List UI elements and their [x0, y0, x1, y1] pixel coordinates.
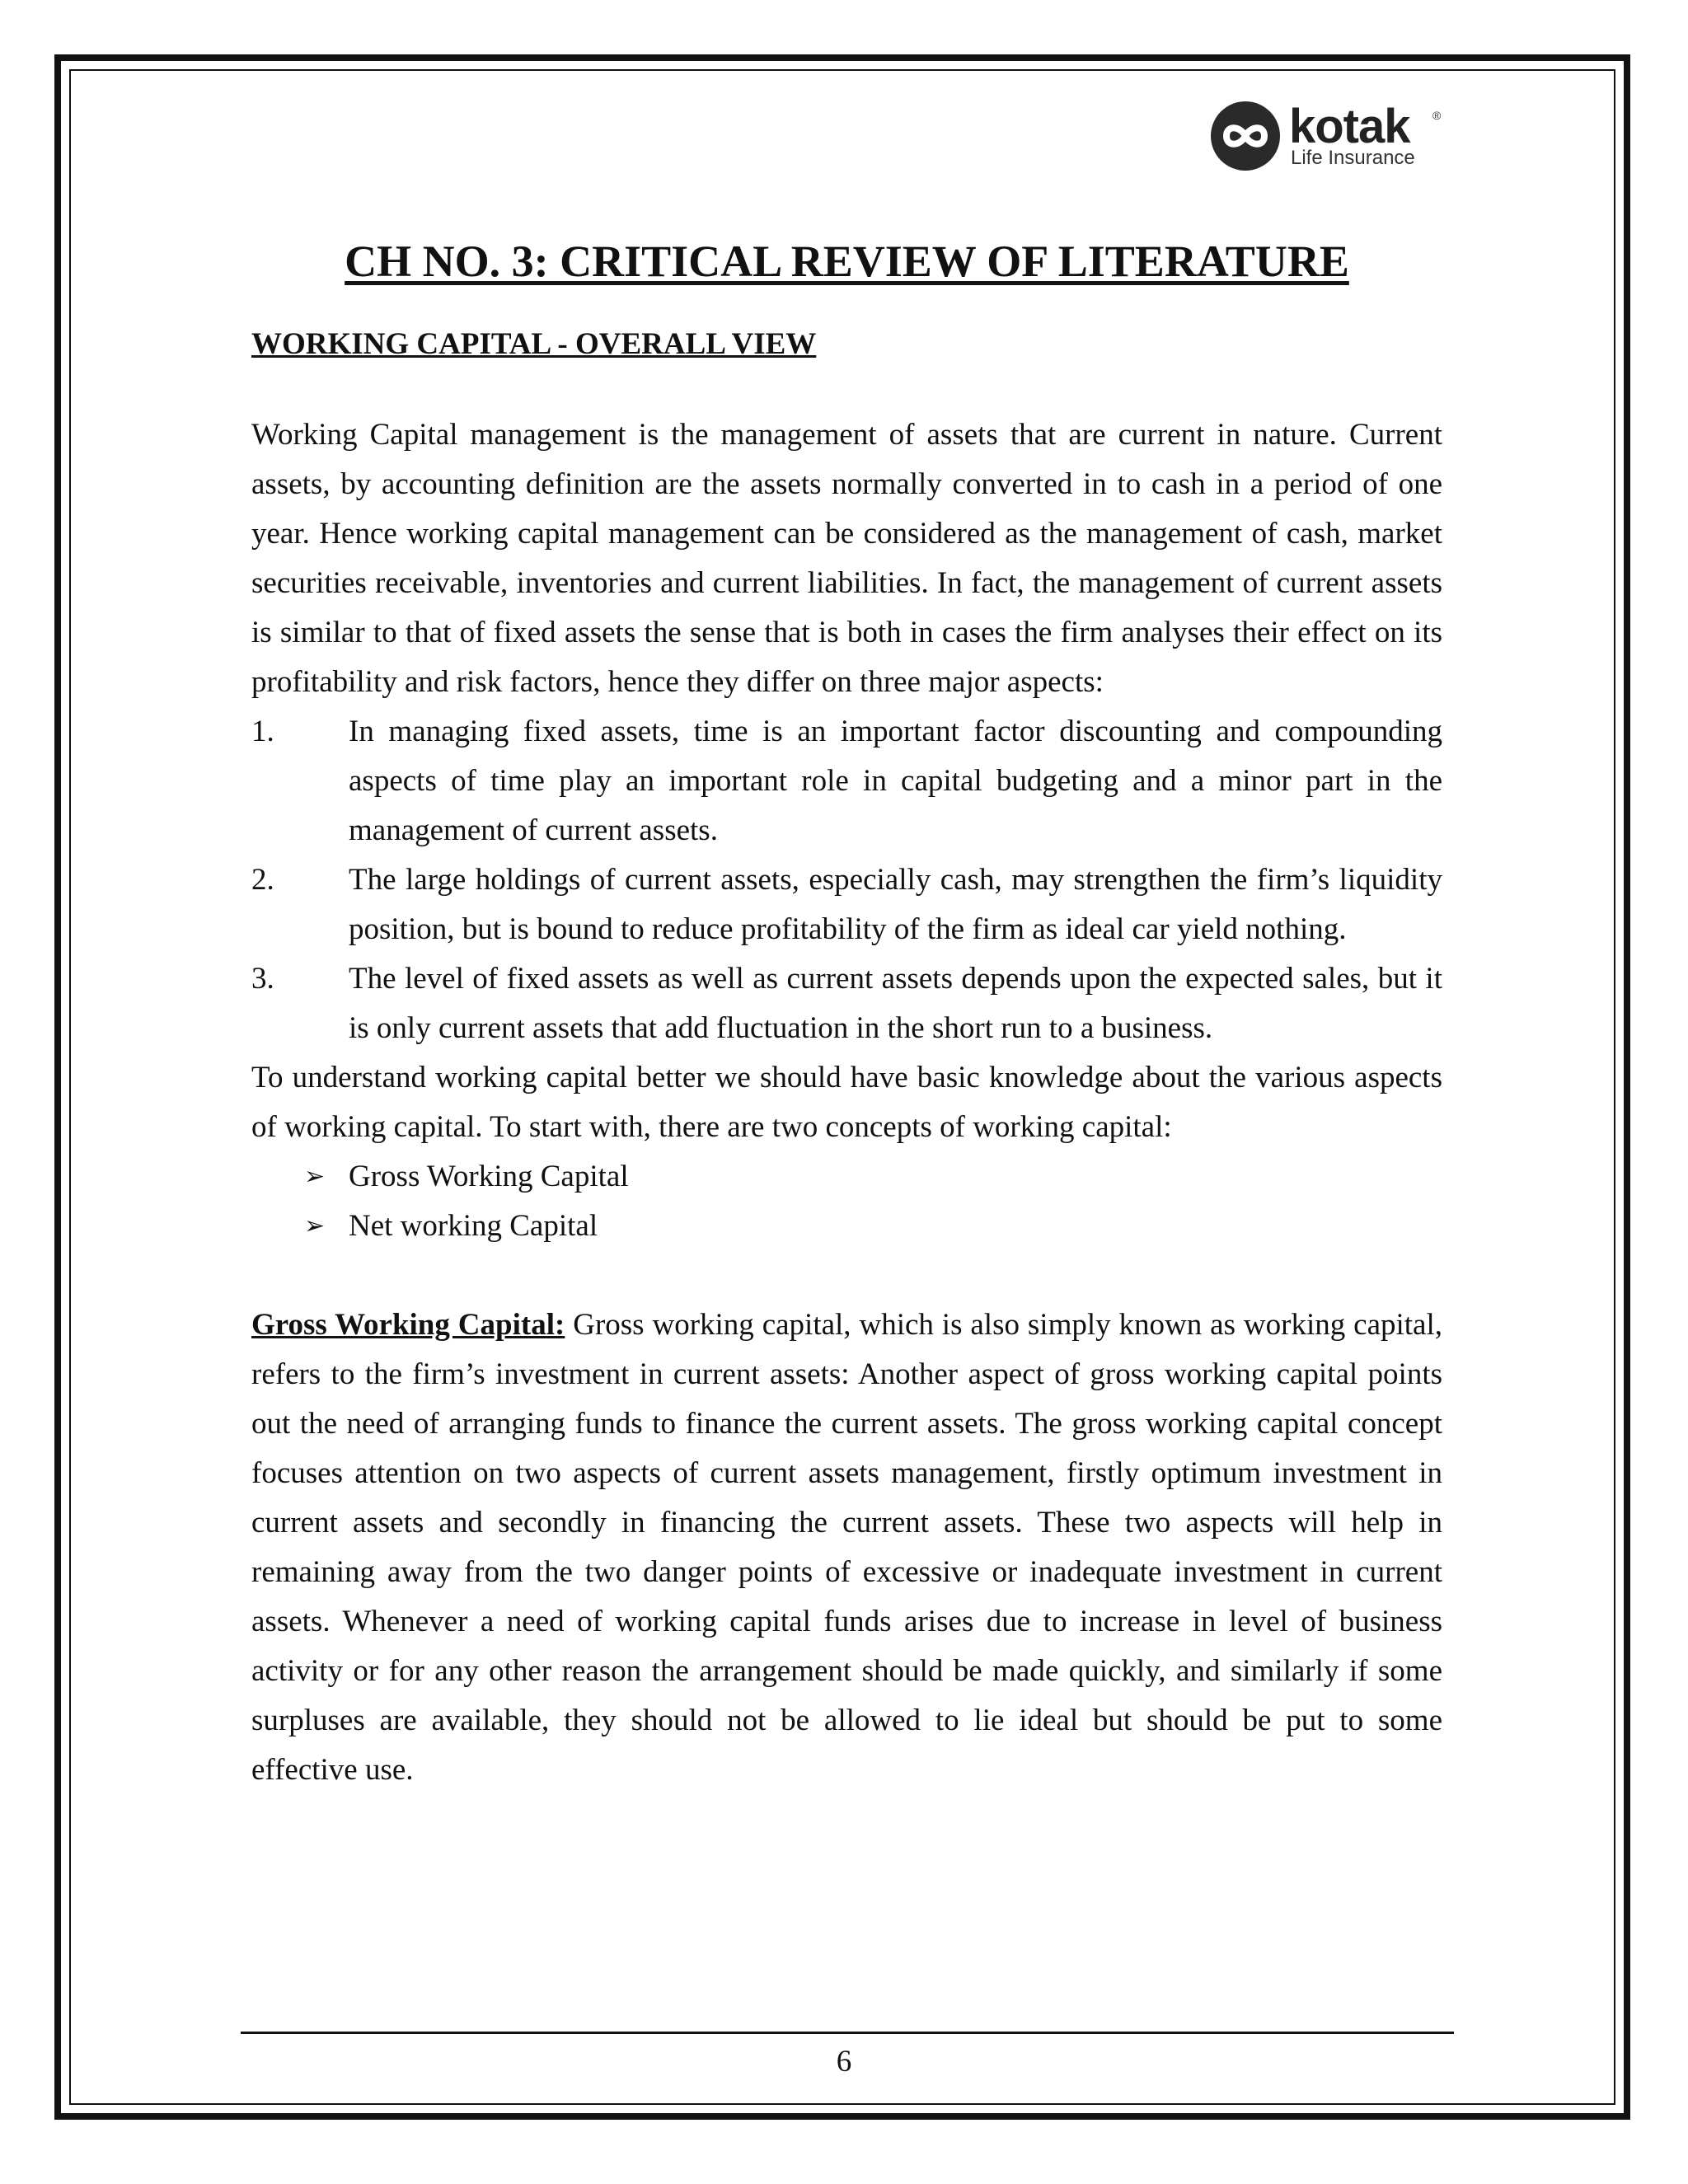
gross-working-capital-term: Gross Working Capital: — [251, 1308, 565, 1342]
list-item-text: Gross Working Capital — [349, 1160, 629, 1193]
logo-subtitle: Life Insurance — [1291, 147, 1415, 169]
list-item — [251, 855, 1442, 954]
kotak-logo — [1210, 101, 1449, 171]
arrow-bullet-icon: ➢ — [304, 1212, 326, 1240]
list-marker: 3. — [251, 962, 274, 996]
list-marker: 2. — [251, 863, 274, 897]
list-item — [304, 1202, 1442, 1251]
kotak-infinity-mark-icon — [1210, 101, 1281, 171]
gross-working-capital-text: Gross working capital, which is also simply known as working capital, refers to the firm’s investment in current assets: Another aspect of gross working capital points out the need of arranging funds to finance the current assets. The gross working capital concept focuses attention on two aspects of current assets management, firstly optimum investment in current assets and secondly in financing the current assets. These two aspects will help in remaining away from the two danger points of excessive or inadequate investment in current assets. Whenever a need of working capital funds arises due to increase in level of business activity or for any other reason the arrangement should be made quickly, and similarly if some surpluses are available, they should not be allowed to lie ideal but should be put to some effective use. — [251, 1308, 1442, 1787]
page-content — [251, 232, 1442, 1795]
section-heading: WORKING CAPITAL - OVERALL VIEW — [251, 327, 817, 361]
list-item — [304, 1152, 1442, 1202]
footer-rule — [241, 2032, 1454, 2034]
concepts-intro-paragraph: To understand working capital better we should have basic knowledge about the various aspects of working capital. To start with, there are two concepts of working capital: — [251, 1061, 1442, 1144]
logo-registered-mark: ® — [1432, 109, 1442, 122]
list-item-text: In managing fixed assets, time is an important factor discounting and compounding aspects of time play an important role in capital budgeting and a minor part in the management of current assets. — [349, 715, 1442, 847]
list-item — [251, 707, 1442, 855]
intro-paragraph: Working Capital management is the management of assets that are current in nature. Current assets, by accounting definition are the assets normally converted in to cash in a period of one year. Hence working capital management can be considered as the management of cash, market securities receivable, inventories and current liabilities. In fact, the management of current assets is similar to that of fixed assets the sense that is both in cases the firm analyses their effect on its profitability and risk factors, hence they differ on three major aspects: — [251, 418, 1442, 699]
page-number: 6 — [836, 2045, 852, 2079]
logo-wordmark: kotak — [1289, 100, 1410, 153]
list-item-text: Net working Capital — [349, 1209, 598, 1243]
concepts-list — [251, 1152, 1442, 1251]
spacer — [251, 1251, 1442, 1301]
chapter-title: CH NO. 3: CRITICAL REVIEW OF LITERATURE — [345, 237, 1349, 286]
aspects-list — [251, 707, 1442, 1053]
list-item-text: The level of fixed assets as well as current assets depends upon the expected sales, but it is only current assets that add fluctuation in the short run to a business. — [349, 962, 1442, 1045]
gross-working-capital-paragraph — [251, 1301, 1442, 1795]
arrow-bullet-icon: ➢ — [304, 1162, 326, 1191]
list-item-text: The large holdings of current assets, especially cash, may strengthen the firm’s liquidity position, but is bound to reduce profitability of the firm as ideal car yield nothing. — [349, 863, 1442, 946]
list-item — [251, 954, 1442, 1053]
list-marker: 1. — [251, 715, 274, 748]
